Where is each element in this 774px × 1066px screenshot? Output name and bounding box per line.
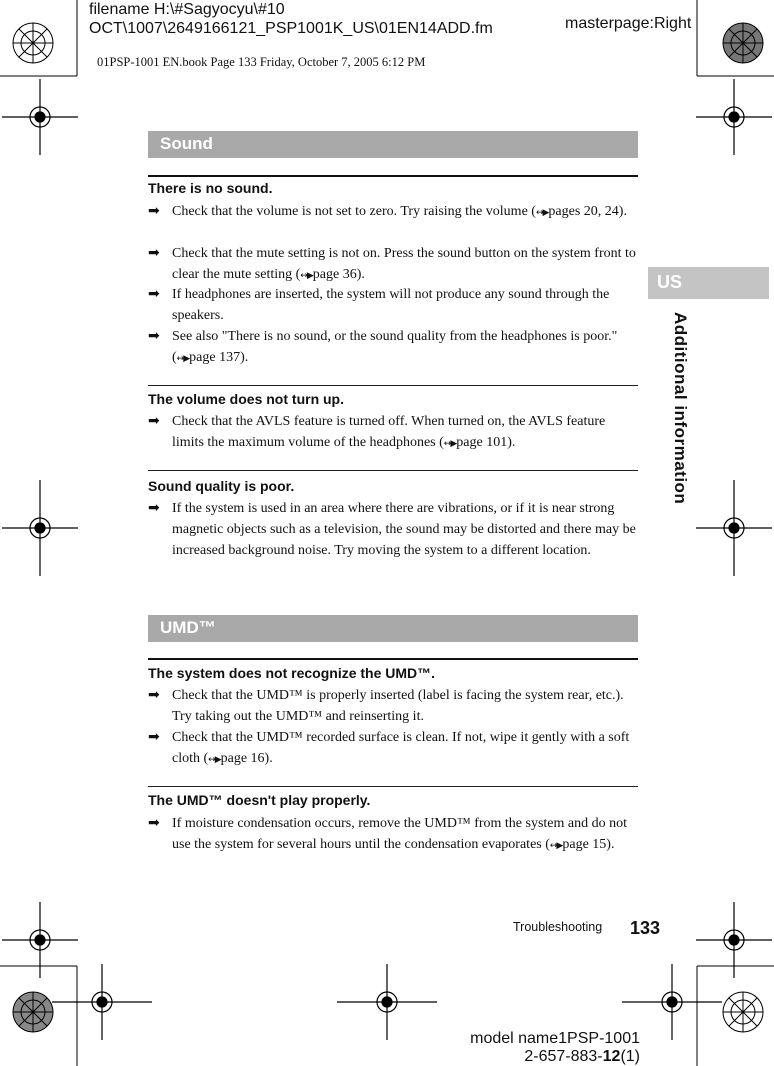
section-header-sound — [148, 131, 638, 158]
filename-line-2: OCT\1007\2649166121_PSP1001K_US\01EN14ADD.fm — [89, 20, 493, 37]
solution-item: ➡ Check that the UMD™ recorded surface is clean. If not, wipe it gently with a soft cloth (↔▶page 16). — [148, 729, 630, 766]
problem-heading: The UMD™ doesn't play properly. — [148, 792, 371, 808]
arrow-icon: ➡ — [148, 245, 160, 261]
section-header-umd — [148, 615, 638, 642]
book-info: 01PSP-1001 EN.book Page 133 Friday, October 7, 2005 6:12 PM — [97, 55, 426, 69]
divider — [148, 786, 638, 787]
model-info — [450, 1030, 640, 1066]
solution-item: ➡ Check that the AVLS feature is turned off. When turned on, the AVLS feature limits the maximum volume of the headphones (↔▶page 101). — [148, 413, 606, 450]
page-ref-icon: ↔▶ — [300, 271, 313, 281]
region-label: US — [657, 272, 683, 292]
arrow-icon: ➡ — [148, 500, 160, 516]
arrow-icon: ➡ — [148, 687, 160, 703]
solution-item: ➡ Check that the mute setting is not on. Press the sound button on the system front to clear the mute setting (↔▶page 36). — [148, 245, 636, 282]
arrow-icon: ➡ — [148, 203, 160, 219]
divider — [148, 385, 638, 386]
solution-item: ➡ See also "There is no sound, or the sound quality from the headphones is poor." (↔▶page 137). — [148, 328, 618, 365]
filename-header — [89, 0, 493, 38]
solution-item: ➡ Check that the UMD™ is properly inserted (label is facing the system rear, etc.). Try taking out the UMD™ and reinserting it. — [148, 687, 624, 724]
arrow-icon: ➡ — [148, 286, 160, 302]
section-side-label: Additional information — [671, 312, 690, 505]
problem-heading: The volume does not turn up. — [148, 391, 344, 407]
filename-line-1: filename H:\#Sagyocyu\#10 — [89, 1, 285, 18]
model-line-2: 2-657-883-12(1) — [524, 1048, 640, 1065]
arrow-icon: ➡ — [148, 815, 160, 831]
arrow-icon: ➡ — [148, 328, 160, 344]
arrow-icon: ➡ — [148, 729, 160, 745]
masterpage-label: masterpage:Right — [565, 15, 692, 32]
divider — [148, 658, 638, 660]
divider — [148, 175, 638, 177]
page-ref-icon: ↔▶ — [176, 354, 190, 364]
footer-section-label: Troubleshooting — [513, 920, 603, 934]
region-tab — [648, 267, 769, 299]
solution-item: ➡ If headphones are inserted, the system will not produce any sound through the speakers. — [148, 286, 610, 323]
page-ref-icon: ↔▶ — [443, 439, 457, 449]
page-number: 133 — [630, 918, 661, 938]
model-line-1: model name1PSP-1001 — [470, 1030, 640, 1047]
problem-heading: There is no sound. — [148, 180, 273, 196]
section-title: Sound — [160, 134, 213, 153]
section-title: UMD™ — [160, 618, 216, 637]
solution-item: ➡ If the system is used in an area where there are vibrations, or if it is near strong magnetic objects such as a television, the sound may be distorted and there may be increased background noise. Try moving the system to a different location. — [148, 500, 636, 558]
solution-item: ➡ Check that the volume is not set to zero. Try raising the volume (↔▶pages 20, 24). — [148, 201, 638, 224]
page-ref-icon: ↔▶ — [208, 755, 221, 765]
problem-heading: Sound quality is poor. — [148, 478, 295, 494]
page-ref-icon: ↔▶ — [549, 841, 563, 851]
solution-item: ➡ If moisture condensation occurs, remove the UMD™ from the system and do not use the system for several hours until the condensation evaporates (↔▶page 15). — [148, 815, 628, 852]
problem-heading: The system does not recognize the UMD™. — [148, 665, 436, 681]
arrow-icon: ➡ — [148, 413, 160, 429]
page-ref-icon: ↔▶ — [535, 208, 549, 218]
divider — [148, 470, 638, 471]
